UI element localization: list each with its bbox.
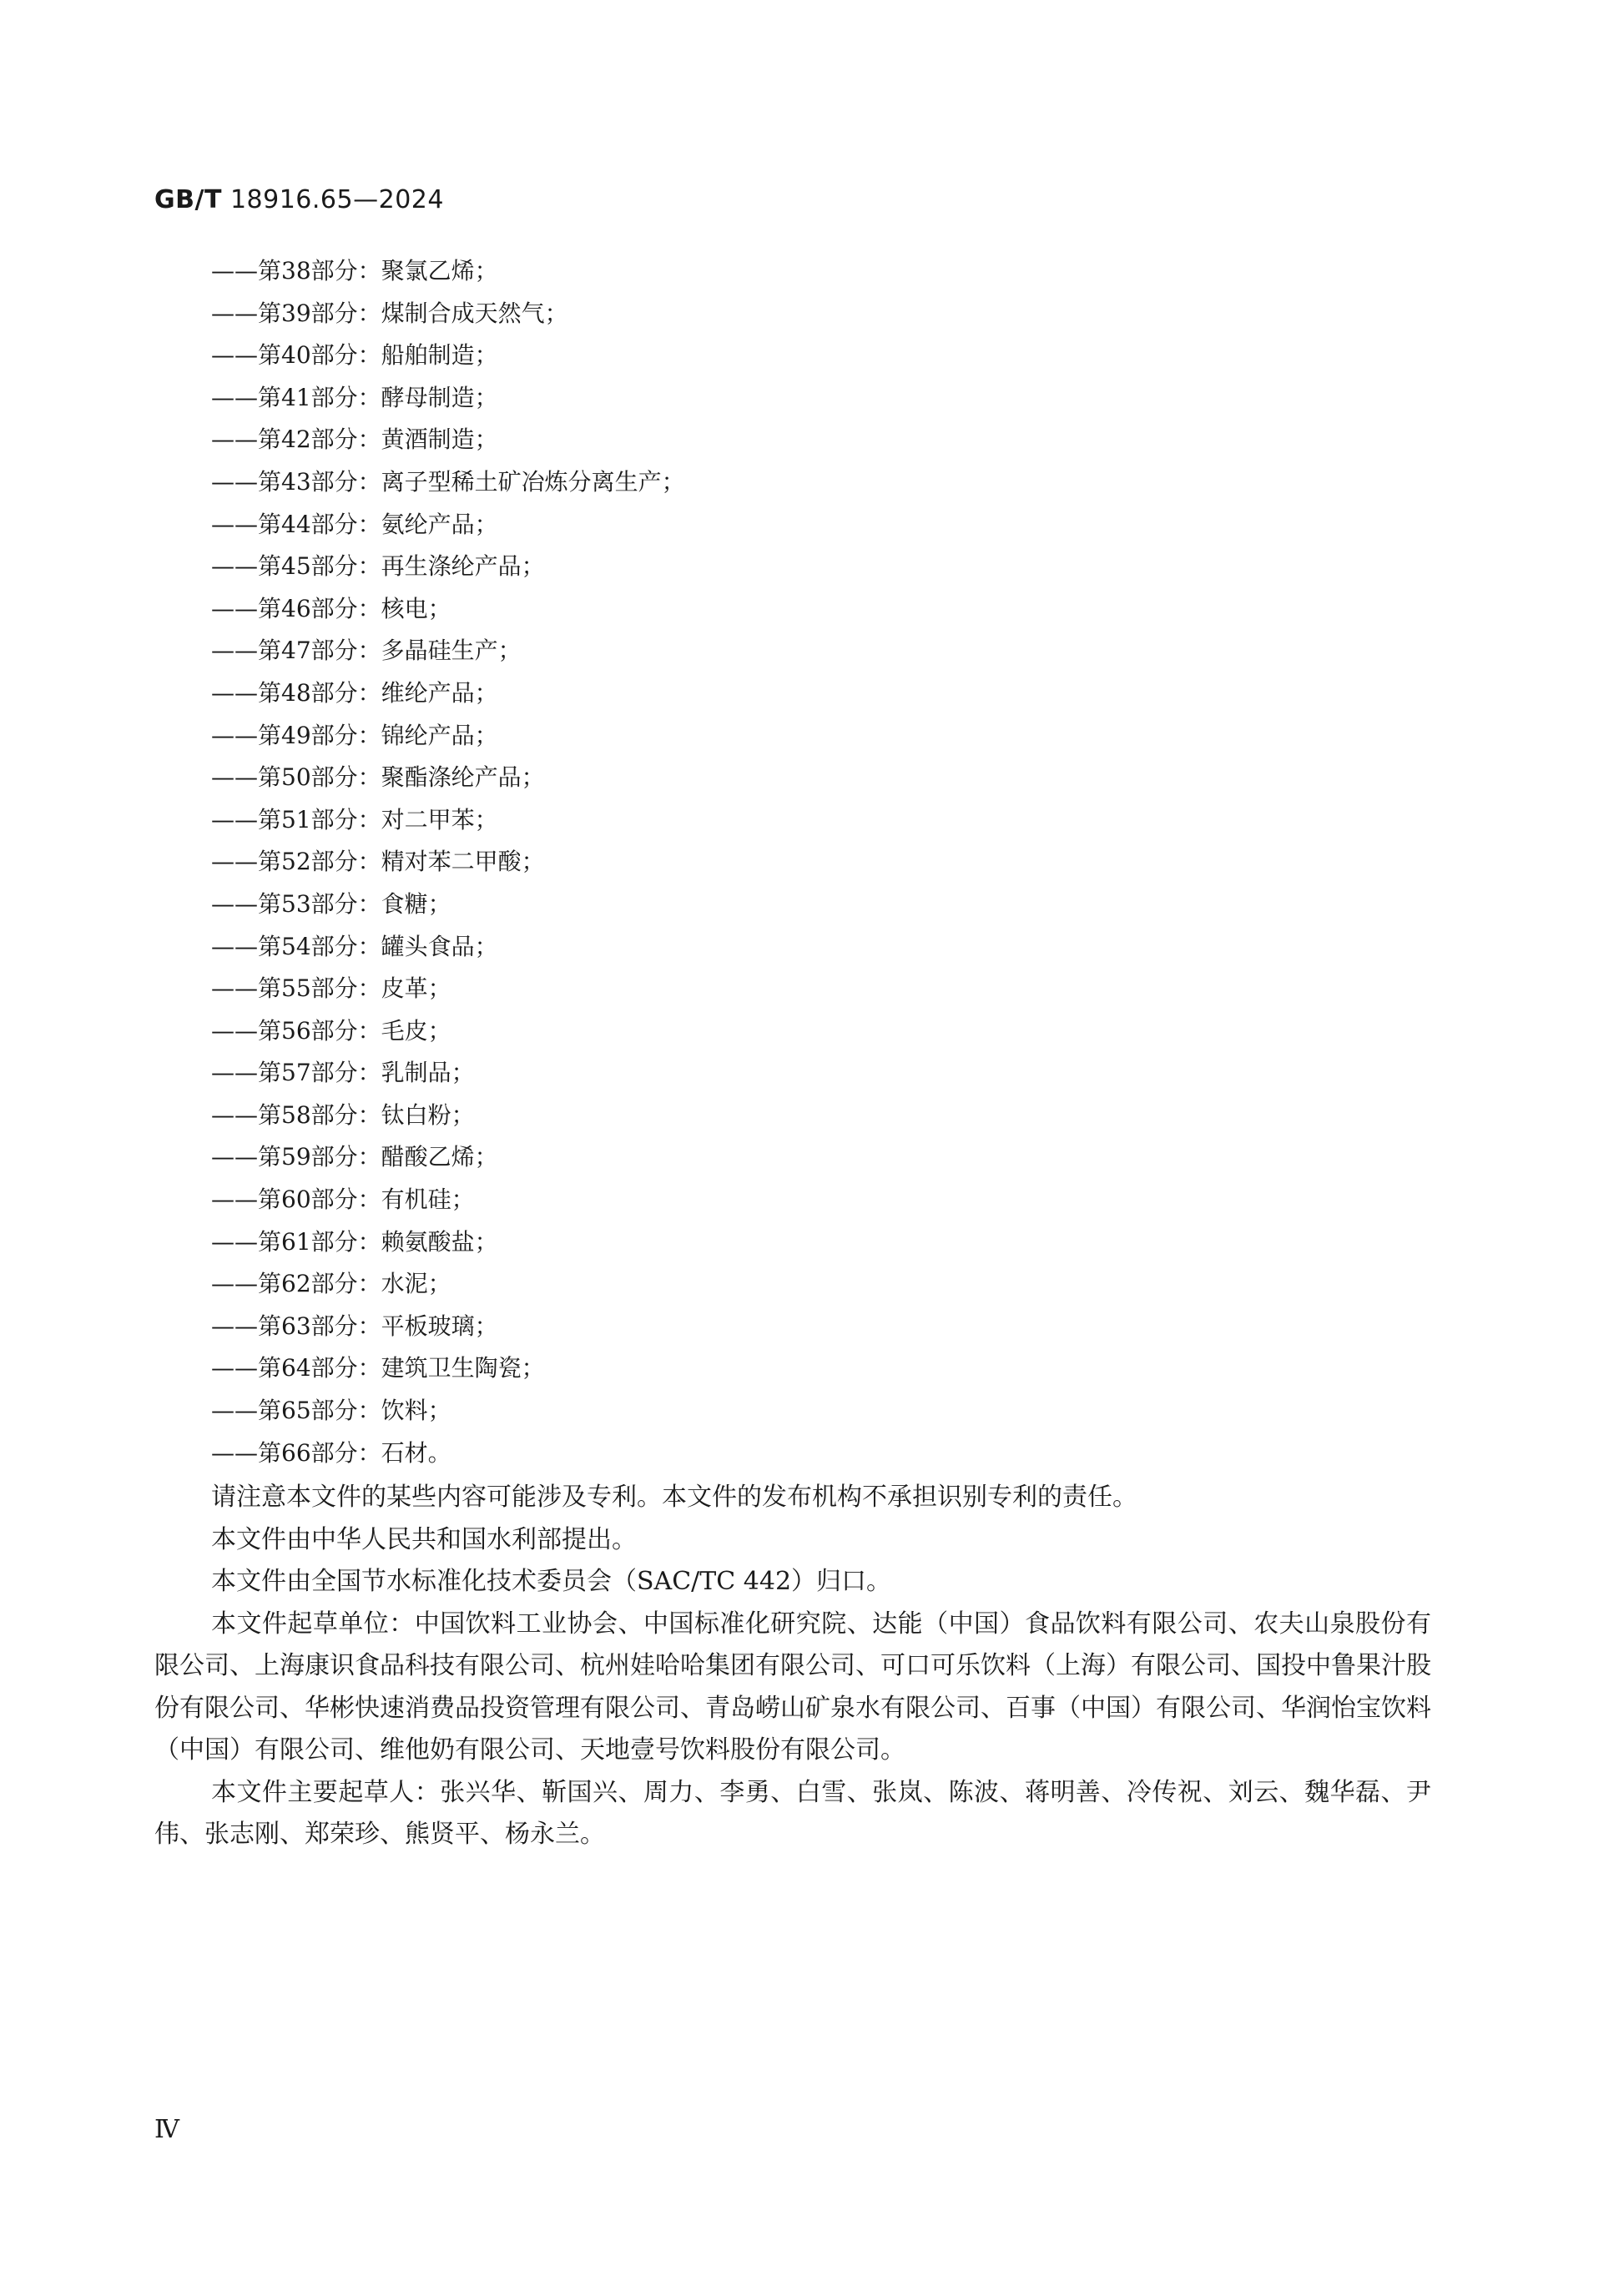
- list-item: ——第40部分：船舶制造；: [211, 341, 498, 370]
- list-item: ——第55部分：皮革；: [211, 974, 451, 1003]
- list-item: ——第44部分：氨纶产品；: [211, 510, 498, 538]
- standard-number: 18916.65—2024: [221, 185, 444, 214]
- list-item: ——第52部分：精对苯二甲酸；: [211, 848, 545, 876]
- list-item: ——第43部分：离子型稀土矿冶炼分离生产；: [211, 467, 685, 496]
- list-item: ——第53部分：食糖；: [211, 889, 451, 918]
- standard-prefix: GB/T: [154, 185, 222, 214]
- list-item: ——第38部分：聚氯乙烯；: [211, 257, 498, 284]
- list-item: ——第58部分：钛白粉；: [211, 1100, 475, 1129]
- list-item: ——第49部分：锦纶产品；: [211, 721, 498, 749]
- list-item: ——第62部分：水泥；: [211, 1270, 451, 1298]
- list-item: ——第47部分：多晶硅生产；: [211, 637, 522, 665]
- list-item: ——第65部分：饮料；: [211, 1397, 451, 1425]
- proposed-by: 本文件由中华人民共和国水利部提出。: [211, 1524, 637, 1554]
- list-item: ——第54部分：罐头食品；: [211, 932, 498, 960]
- page-number: Ⅳ: [154, 2115, 179, 2144]
- list-item: ——第57部分：乳制品；: [211, 1059, 475, 1087]
- list-item: ——第41部分：酵母制造；: [211, 383, 498, 411]
- list-item: ——第59部分：醋酸乙烯；: [211, 1143, 498, 1171]
- list-item: ——第46部分：核电；: [211, 594, 451, 622]
- list-item: ——第51部分：对二甲苯；: [211, 805, 498, 833]
- list-item: ——第45部分：再生涤纶产品；: [211, 552, 545, 581]
- patent-notice: 请注意本文件的某些内容可能涉及专利。本文件的发布机构不承担识别专利的责任。: [211, 1483, 1137, 1512]
- list-item: ——第66部分：石材。: [211, 1438, 451, 1467]
- list-item: ——第60部分：有机硅；: [211, 1186, 475, 1214]
- list-item: ——第42部分：黄酒制造；: [211, 425, 498, 454]
- list-item: ——第61部分：赖氨酸盐；: [211, 1227, 498, 1256]
- list-item: ——第39部分：煤制合成天然气；: [211, 299, 568, 327]
- list-item: ——第63部分：平板玻璃；: [211, 1312, 498, 1340]
- drafting-units: 本文件起草单位：中国饮料工业协会、中国标准化研究院、达能（中国）食品饮料有限公司、农夫山泉股份有限公司、上海康识食品科技有限公司、杭州娃哈哈集团有限公司、可口可乐饮料（上海）有限公司、国投中鲁果汁股份有限公司、华彬快速消费品投资管理有限公司、青岛崂山矿泉水有限公司、百事（中国）有限公司、华润怡宝饮料（中国）有限公司、维他奶有限公司、天地壹号饮料股份有限公司。: [154, 1609, 1431, 1765]
- drafters: 本文件主要起草人：张兴华、靳国兴、周力、李勇、白雪、张岚、陈波、蒋明善、冷传祝、刘云、魏华磊、尹伟、张志刚、郑荣珍、熊贤平、杨永兰。: [154, 1777, 1431, 1849]
- managed-by: 本文件由全国节水标准化技术委员会（SAC/TC 442）归口。: [211, 1567, 892, 1596]
- parts-list: [211, 250, 685, 1474]
- list-item: ——第50部分：聚酯涤纶产品；: [211, 763, 545, 792]
- list-item: ——第64部分：建筑卫生陶瓷；: [211, 1354, 545, 1382]
- list-item: ——第56部分：毛皮；: [211, 1016, 451, 1045]
- list-item: ——第48部分：维纶产品；: [211, 678, 498, 707]
- standard-header: [154, 185, 444, 214]
- foreword-paragraphs: [154, 1477, 1431, 1856]
